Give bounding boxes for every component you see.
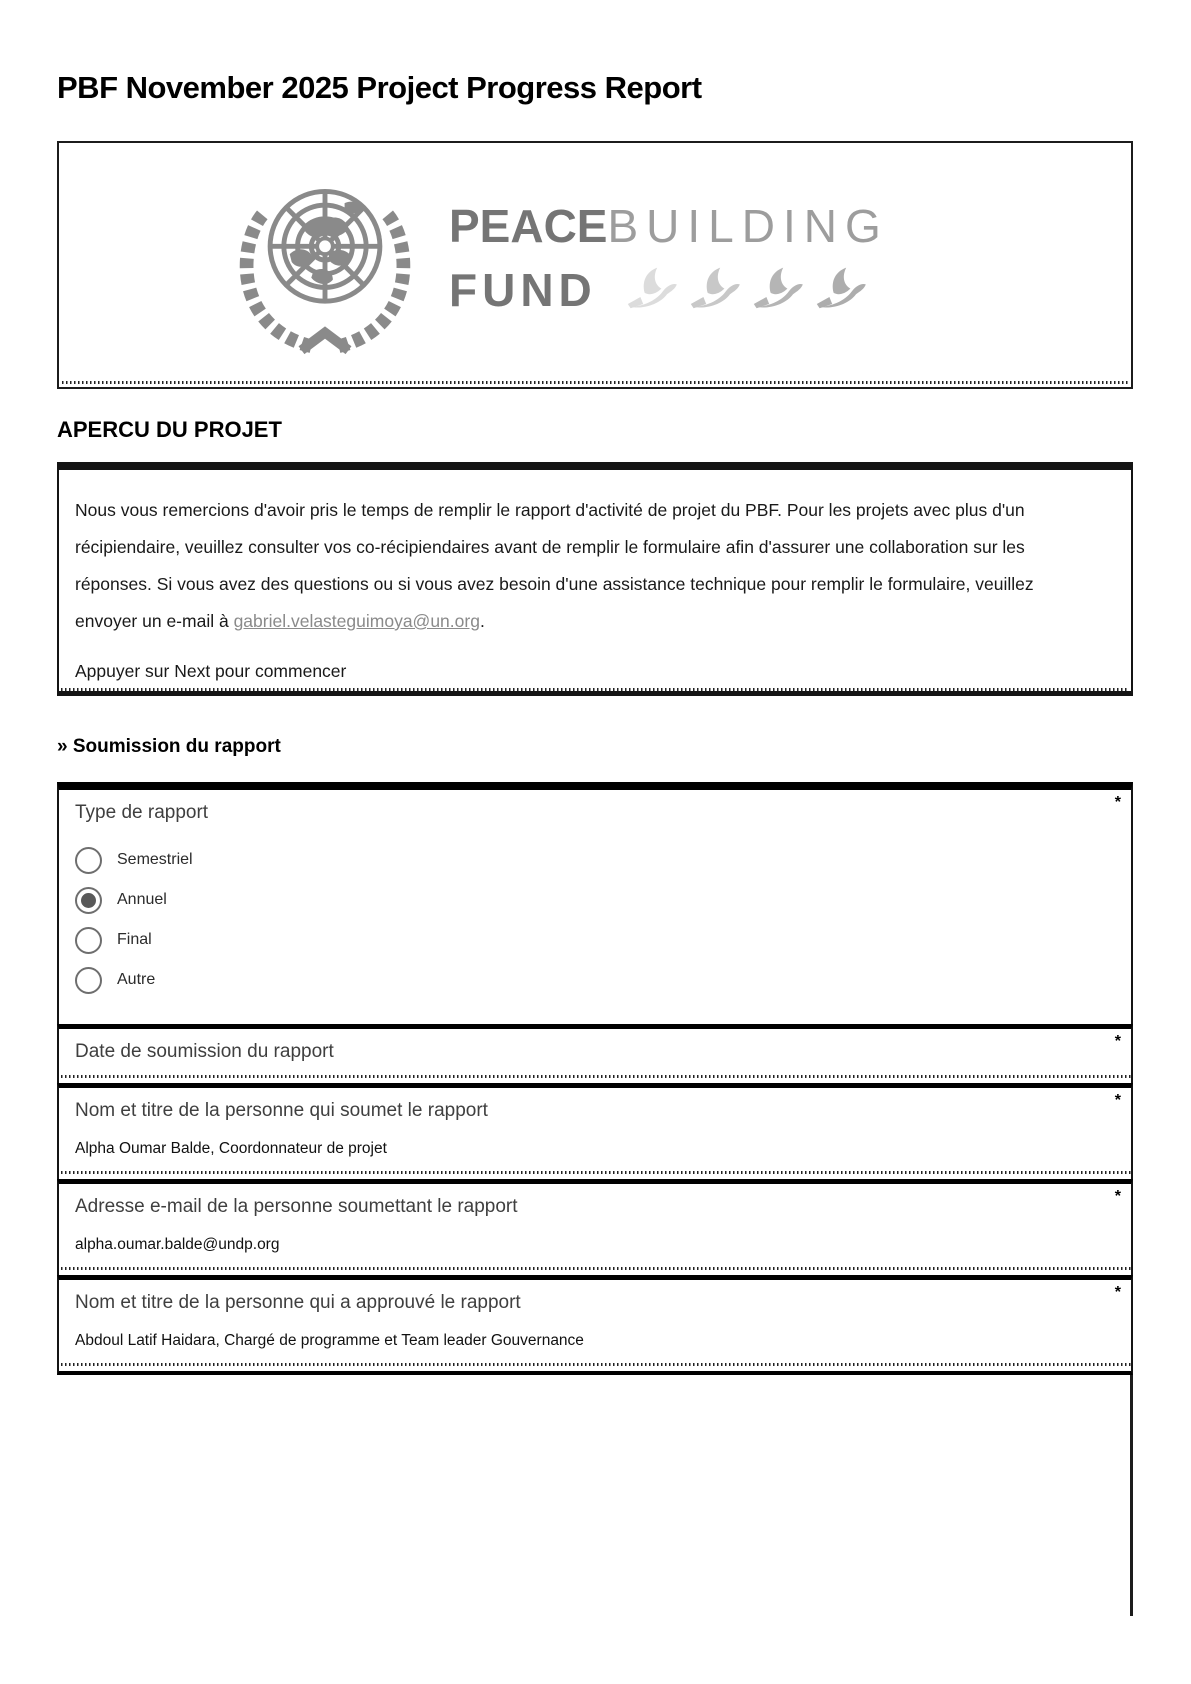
field-label-date: Date de soumission du rapport xyxy=(75,1041,334,1062)
radio-icon[interactable] xyxy=(75,847,102,874)
field-date-de-soumission xyxy=(57,1024,1133,1083)
radio-option-annuel[interactable] xyxy=(75,880,1115,920)
radio-label-annuel: Annuel xyxy=(117,891,167,908)
overview-intro-box xyxy=(57,462,1133,696)
contact-email-link[interactable]: gabriel.velasteguimoya@un.org xyxy=(233,611,480,631)
radio-icon-selected[interactable] xyxy=(75,887,102,914)
radio-label-autre: Autre xyxy=(117,971,156,988)
un-emblem-icon xyxy=(227,160,423,360)
required-marker: * xyxy=(1114,794,1121,811)
radio-group-type-de-rapport xyxy=(75,840,1115,1000)
section-continuation-border xyxy=(57,1375,1133,1616)
field-value-nom-approbateur[interactable]: Abdoul Latif Haidara, Chargé de programme et Team leader Gouvernance xyxy=(75,1332,584,1349)
intro-text-after-link: . xyxy=(479,611,485,631)
field-label-type-de-rapport: Type de rapport xyxy=(75,802,209,823)
subsection-title-soumission: » Soumission du rapport xyxy=(57,736,281,757)
required-marker: * xyxy=(1114,1033,1121,1050)
radio-option-final[interactable] xyxy=(75,920,1115,960)
required-marker: * xyxy=(1114,1188,1121,1205)
section-title-apercu: APERCU DU PROJET xyxy=(57,417,282,442)
field-type-de-rapport xyxy=(57,782,1133,1024)
field-nom-soumetteur xyxy=(57,1083,1133,1179)
next-hint-text: Appuyer sur Next pour commencer xyxy=(75,661,347,681)
intro-text xyxy=(75,492,1087,640)
logo-word-peace: PEACE xyxy=(449,200,608,252)
field-label-nom-soumetteur: Nom et titre de la personne qui soumet le rapport xyxy=(75,1100,488,1121)
field-email-soumetteur xyxy=(57,1179,1133,1275)
radio-option-autre[interactable] xyxy=(75,960,1115,1000)
required-marker: * xyxy=(1114,1092,1121,1109)
field-value-email[interactable]: alpha.oumar.balde@undp.org xyxy=(75,1236,280,1253)
radio-option-semestriel[interactable] xyxy=(75,840,1115,880)
radio-label-semestriel: Semestriel xyxy=(117,851,193,868)
page-title: PBF November 2025 Project Progress Report xyxy=(57,70,702,105)
logo-word-fund: FUND xyxy=(449,264,597,316)
doves-icon xyxy=(625,266,870,314)
logo-word-building: BUILDING xyxy=(607,200,889,252)
radio-label-final: Final xyxy=(117,931,152,948)
banner-dotted-divider xyxy=(62,381,1128,384)
intro-text-before-link: Nous vous remercions d'avoir pris le temps de remplir le rapport d'activité de projet du PBF. Pour les projets avec plus d'un récipiendaire, veuillez consulter vos co-récipiendaires avant de remplir le formulaire afin d'assurer une collaboration sur les réponses. Si vous avez des questions ou si vous avez besoin d'une assistance technique pour remplir le formulaire, veuillez envoyer un e-mail à xyxy=(75,500,1034,631)
radio-icon[interactable] xyxy=(75,927,102,954)
field-nom-approbateur xyxy=(57,1275,1133,1375)
field-label-email: Adresse e-mail de la personne soumettant le rapport xyxy=(75,1196,518,1217)
required-marker: * xyxy=(1114,1284,1121,1301)
field-value-nom-soumetteur[interactable]: Alpha Oumar Balde, Coordonnateur de projet xyxy=(75,1140,387,1157)
pbf-logo-banner xyxy=(57,141,1133,389)
intro-dotted-divider xyxy=(61,688,1129,691)
field-label-nom-approbateur: Nom et titre de la personne qui a approuvé le rapport xyxy=(75,1292,521,1313)
radio-icon[interactable] xyxy=(75,967,102,994)
